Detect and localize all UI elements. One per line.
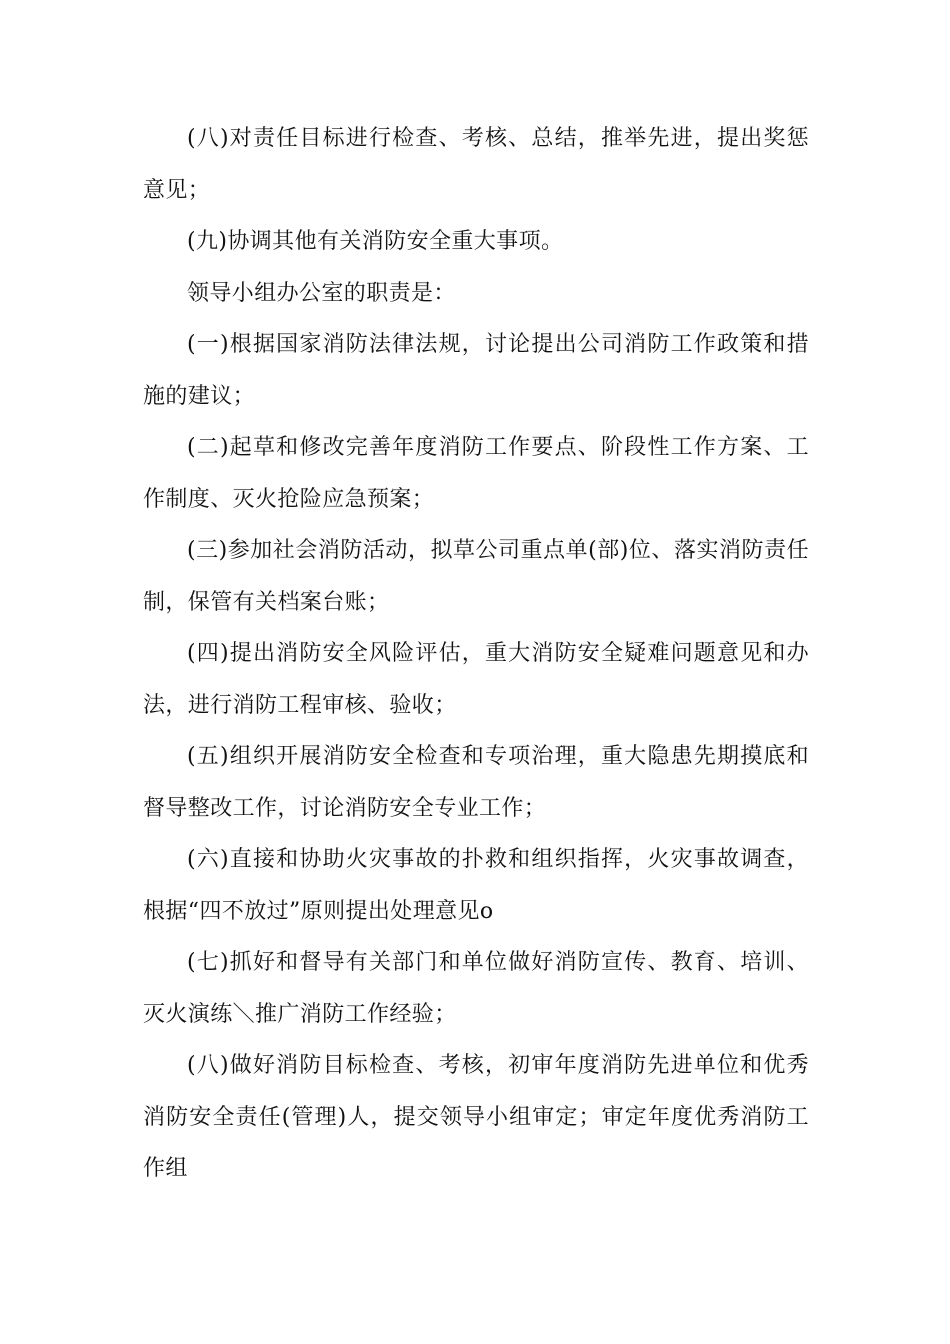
- paragraph-duty-eight: (八)做好消防目标检查、考核，初审年度消防先进单位和优秀消防安全责任(管理)人，提交领导小组审定；审定年度优秀消防工作组: [143, 1053, 809, 1181]
- paragraph-duty-three: (三)参加社会消防活动，拟草公司重点单(部)位、落实消防责任制，保管有关档案台账；: [143, 538, 809, 615]
- paragraph-office-duties-heading: 领导小组办公室的职责是：: [187, 280, 456, 306]
- document-body: [143, 113, 809, 1195]
- paragraph-duty-one: (一)根据国家消防法律法规，讨论提出公司消防工作政策和措施的建议；: [143, 332, 809, 409]
- paragraph-duty-five: (五)组织开展消防安全检查和专项治理，重大隐患先期摸底和督导整改工作，讨论消防安全专业工作；: [143, 744, 809, 821]
- paragraph-duty-seven: (七)抓好和督导有关部门和单位做好消防宣传、教育、培训、灭火演练＼推广消防工作经验；: [143, 950, 809, 1027]
- paragraph-duty-six: (六)直接和协助火灾事故的扑救和组织指挥，火灾事故调查，根据“四不放过”原则提出处理意见o: [143, 847, 809, 924]
- paragraph-item-eight-review: (八)对责任目标进行检查、考核、总结，推举先进，提出奖惩意见；: [143, 126, 809, 203]
- paragraph-duty-two: (二)起草和修改完善年度消防工作要点、阶段性工作方案、工作制度、灭火抢险应急预案；: [143, 435, 809, 512]
- paragraph-item-nine-coordinate: (九)协调其他有关消防安全重大事项。: [187, 229, 564, 254]
- paragraph-duty-four: (四)提出消防安全风险评估，重大消防安全疑难问题意见和办法，进行消防工程审核、验收；: [143, 641, 809, 718]
